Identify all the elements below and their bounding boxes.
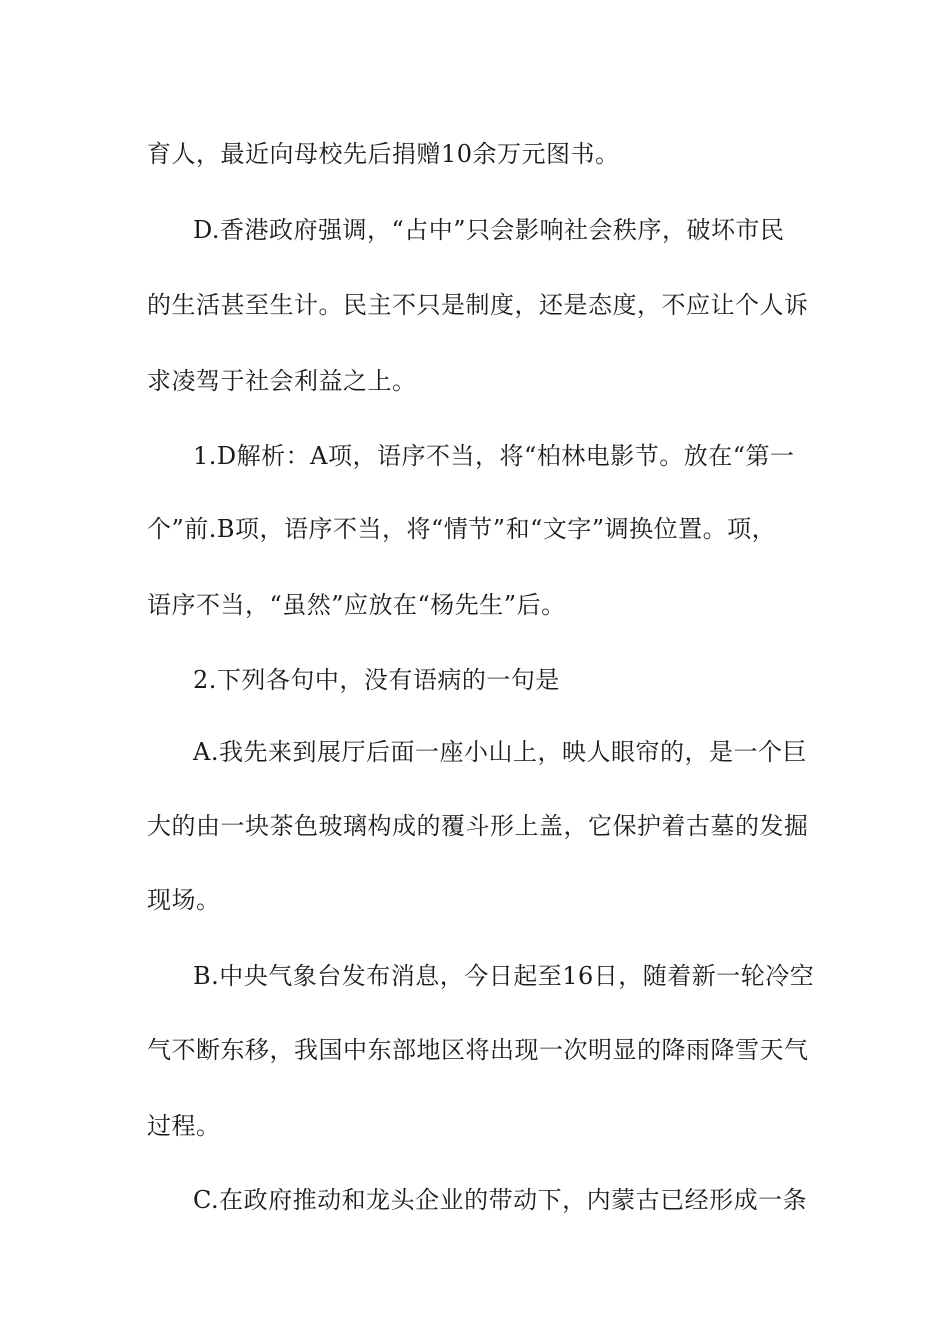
text-line: 大的由一块茶色玻璃构成的覆斗形上盖，它保护着古墓的发掘 [147, 812, 809, 840]
text-line: 气不断东移，我国中东部地区将出现一次明显的降雨降雪天气 [147, 1036, 809, 1064]
text-line: 现场。 [147, 886, 221, 914]
option-a-line: A.我先来到展厅后面一座小山上，映人眼帘的，是一个巨 [193, 738, 807, 766]
option-c-line: C.在政府推动和龙头企业的带动下，内蒙古已经形成一条 [193, 1186, 808, 1214]
text-line: 个”前.B项，语序不当，将“情节”和“文字”调换位置。项， [147, 515, 777, 543]
text-line: 求凌驾于社会利益之上。 [147, 367, 417, 395]
question-2-line: 2.下列各句中，没有语病的一句是 [193, 666, 560, 694]
text-line: 过程。 [147, 1112, 221, 1140]
text-line: 语序不当，“虽然”应放在“杨先生”后。 [147, 591, 566, 619]
option-d-line: D.香港政府强调，“占中”只会影响社会秩序，破坏市民 [193, 216, 785, 244]
answer-1-line: 1.D解析：A项，语序不当，将“柏林电影节。放在“第一 [193, 442, 795, 470]
text-line: 育人，最近向母校先后捐赠10余万元图书。 [147, 140, 620, 168]
option-b-line: B.中央气象台发布消息，今日起至16日，随着新一轮冷空 [193, 962, 815, 990]
text-line: 的生活甚至生计。民主不只是制度，还是态度，不应让个人诉 [147, 291, 809, 319]
